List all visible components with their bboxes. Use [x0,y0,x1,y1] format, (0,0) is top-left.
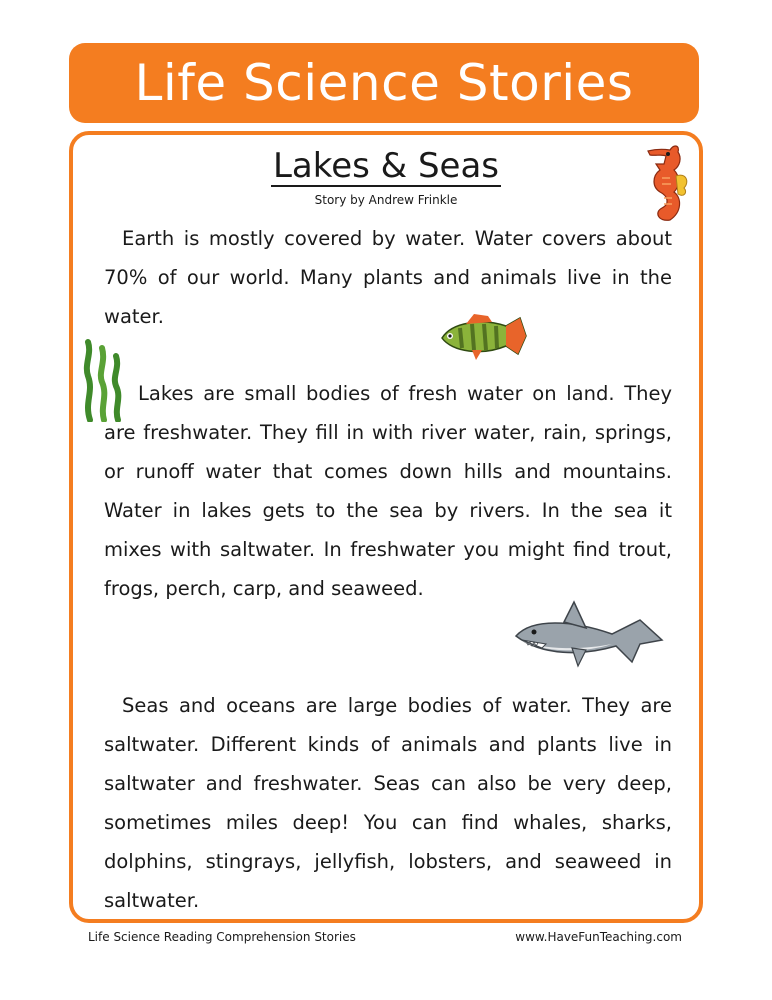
story-title-text: Lakes & Seas [272,146,500,186]
paragraph-2: Lakes are small bodies of fresh water on land. They are freshwater. They fill in with river water, rain, springs, or runoff water that comes down hills and mountains. Water in lakes gets to the sea by rivers. In the sea it mixes with saltwater. In freshwater you might find trout, frogs, perch, carp, and seaweed. [104,382,672,600]
seaweed-icon [80,336,128,422]
paragraph-3: Seas and oceans are large bodies of water. They are saltwater. Different kinds of animals and plants live in saltwater and freshwater. Seas can also be very deep, sometimes miles deep! You can find whales, sharks, dolphins, stingrays, jellyfish, lobsters, and seaweed in saltwater. [104,694,672,912]
seahorse-icon [640,142,692,224]
footer-website-text: www.HaveFunTeaching.com [515,930,682,944]
story-byline: Story by Andrew Frinkle [314,193,458,207]
shark-icon [512,600,664,672]
header-banner [69,43,699,123]
paragraph-1: Earth is mostly covered by water. Water covers about 70% of our world. Many plants and animals live in the water. [104,227,672,328]
footer-left-text: Life Science Reading Comprehension Stories [88,930,356,944]
perch-icon [436,310,540,362]
page-title: Life Science Stories [134,54,634,112]
